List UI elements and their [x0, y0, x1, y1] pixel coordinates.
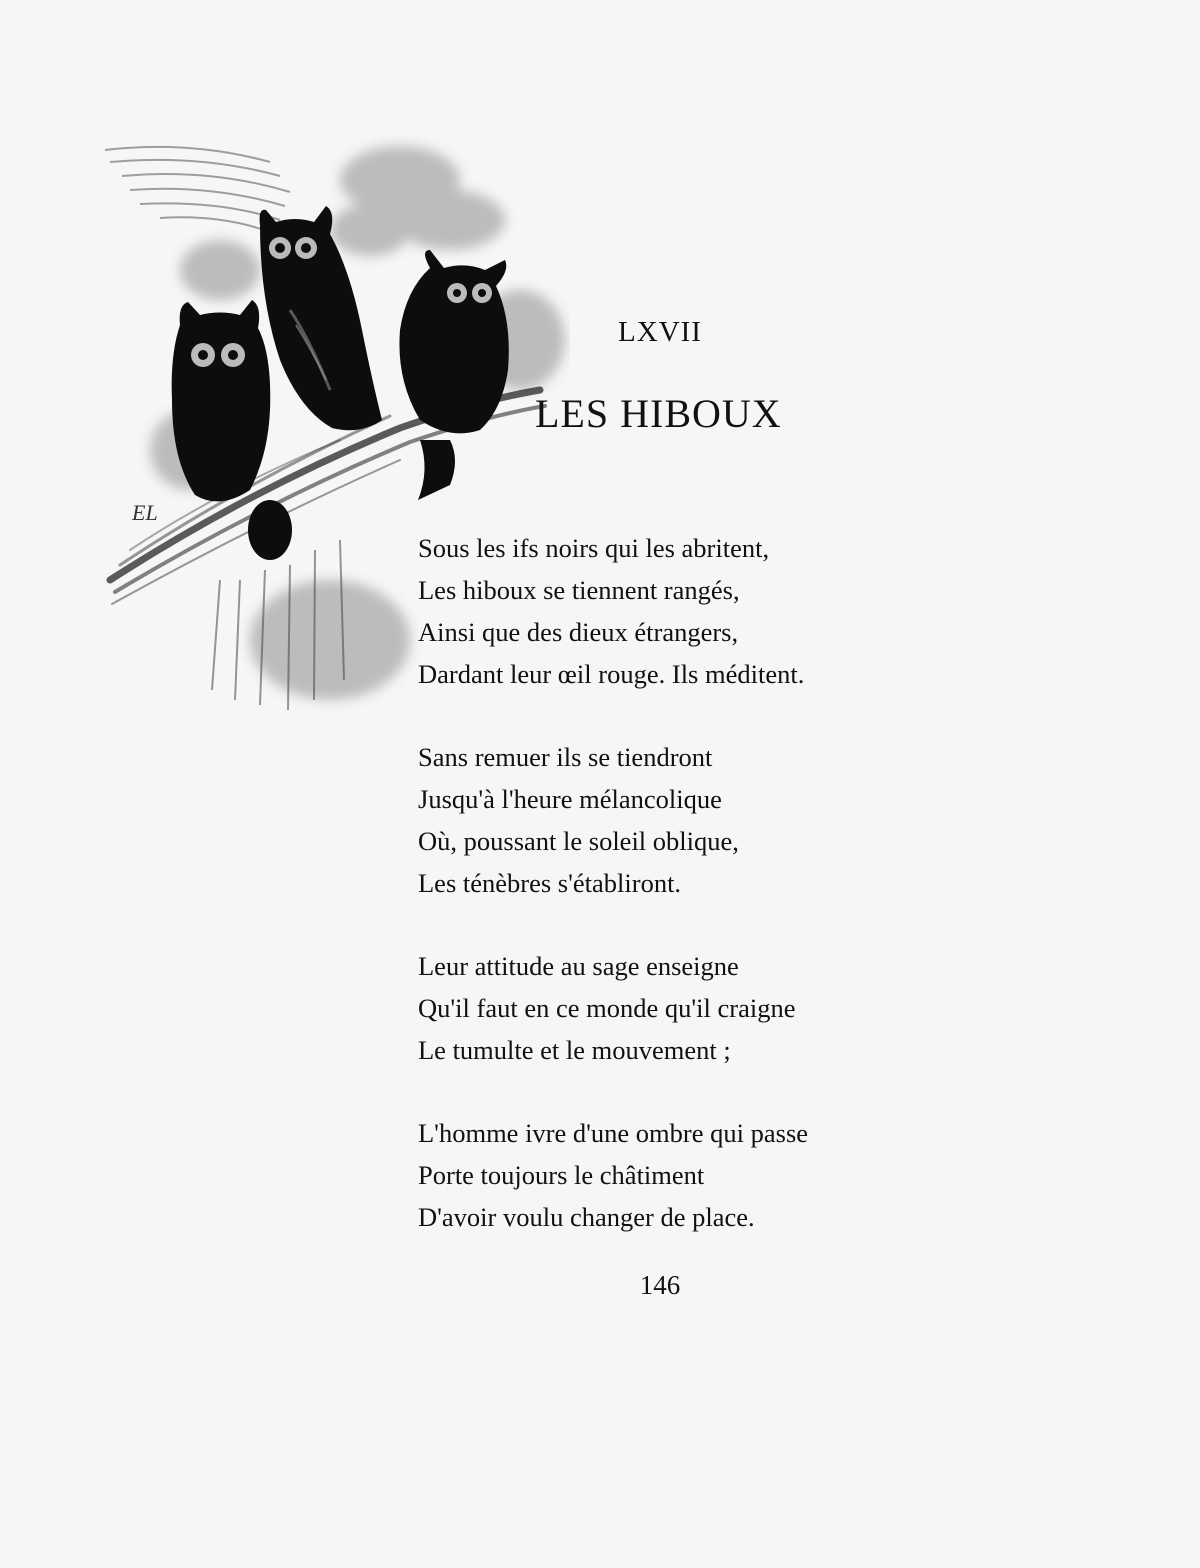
- poem-line: Porte toujours le châtiment: [418, 1160, 705, 1190]
- poem-line: Ainsi que des dieux étrangers,: [418, 617, 739, 647]
- stanza-4: [418, 1112, 978, 1238]
- poem-line: Jusqu'à l'heure mélancolique: [418, 784, 722, 814]
- stanza-2: [418, 736, 978, 904]
- poem-line: Les ténèbres s'établiront.: [418, 868, 682, 898]
- page-number: 146: [639, 1270, 681, 1300]
- poem-line: Le tumulte et le mouvement ;: [418, 1035, 731, 1065]
- poem-line: Où, poussant le soleil oblique,: [418, 826, 739, 856]
- stanza-3: [418, 945, 978, 1071]
- poem-line: Sans remuer ils se tiendront: [418, 742, 713, 772]
- poem-line: Leur attitude au sage enseigne: [418, 951, 739, 981]
- poem-title: LES HIBOUX: [535, 391, 782, 436]
- poem-line: Dardant leur œil rouge. Ils méditent.: [418, 659, 805, 689]
- poem-line: Qu'il faut en ce monde qu'il craigne: [418, 993, 796, 1023]
- poem-numeral: LXVII: [618, 316, 702, 348]
- artist-signature: EL: [132, 500, 158, 525]
- stanza-1: [418, 527, 978, 695]
- poem-line: L'homme ivre d'une ombre qui passe: [418, 1118, 809, 1148]
- poem-line: Sous les ifs noirs qui les abritent,: [418, 533, 770, 563]
- owl-right: [399, 250, 508, 500]
- poem-line: Les hiboux se tiennent rangés,: [418, 575, 740, 605]
- poem-line: D'avoir voulu changer de place.: [418, 1202, 755, 1232]
- poem-body: [418, 527, 978, 1279]
